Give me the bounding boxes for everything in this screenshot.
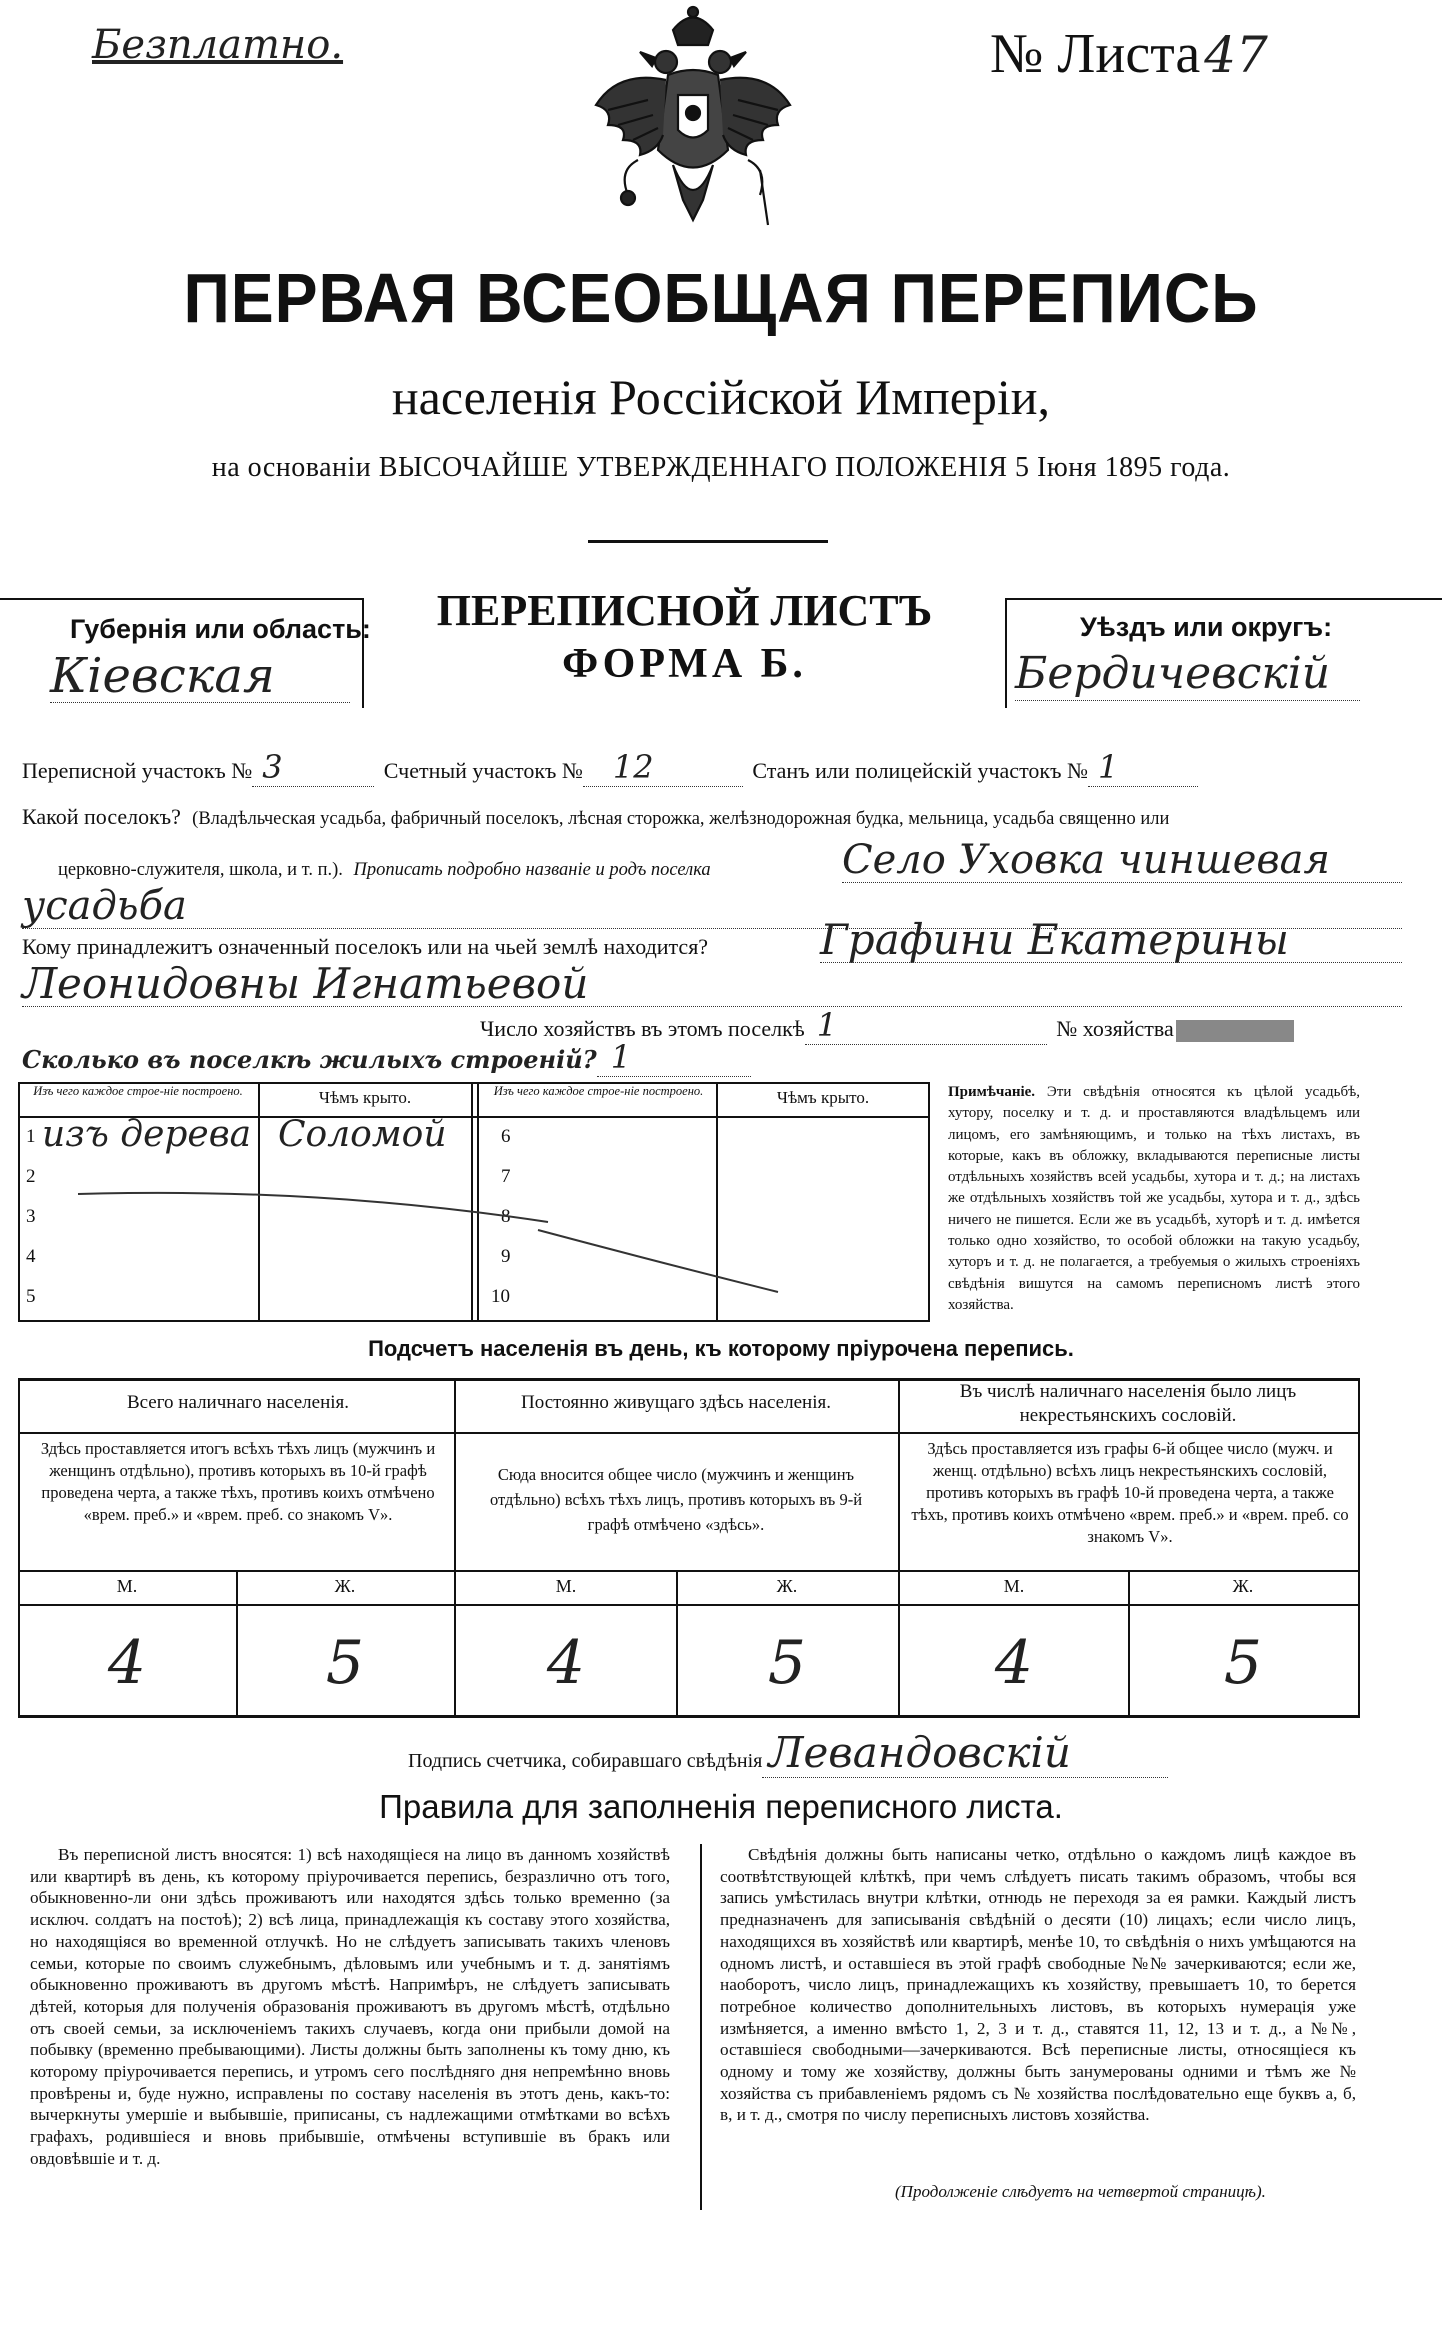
note-title: Примѣчаніе. xyxy=(948,1084,1036,1100)
frame-line xyxy=(0,598,362,600)
district-value: Бердичевскій xyxy=(1015,650,1360,701)
m-label: М. xyxy=(555,1576,577,1596)
census-area-row xyxy=(22,748,1198,787)
form-label: ФОРМА Б. xyxy=(562,641,807,687)
signature-value: Левандовскій xyxy=(762,1728,1168,1778)
tally-value-m2: 4 xyxy=(546,1628,586,1698)
row1-material: изъ дерева xyxy=(42,1114,252,1155)
f-label: Ж. xyxy=(776,1576,798,1596)
row-number: 3 xyxy=(26,1206,36,1227)
owner-value-1: Графини Екатерины xyxy=(820,918,1402,963)
m-label: М. xyxy=(116,1576,138,1596)
settlement-hint-2: церковно-служителя, школа, и т. п.). xyxy=(58,860,343,880)
count-area-label: Счетный участокъ № xyxy=(383,758,583,783)
col-roof-header-b: Чѣмъ крыто. xyxy=(776,1088,870,1107)
col1-text: Здѣсь проставляется итогъ всѣхъ тѣхъ лицъ (мужчинъ и женщинъ отдѣльно), противъ которыхъ въ 10-й графѣ проведена черта, а также тѣхъ, противъ коихъ отмѣчено «врем. преб.» и «врем. преб. со знакомъ V». xyxy=(40,1439,436,1524)
count-area-value: 12 xyxy=(583,748,743,787)
sheet-number-label xyxy=(990,22,1268,86)
col-material-header-b: Изъ чего каждое строе-ніе построено. xyxy=(493,1084,704,1098)
signature-label: Подпись счетчика, собиравшаго свѣдѣнія xyxy=(408,1750,763,1772)
frame-line xyxy=(1005,598,1442,600)
settlement-hint-1: (Владѣльческая усадьба, фабричный поселокъ, лѣсная сторожка, желѣзнодорожная будка, мельница, усадьба священно или xyxy=(192,809,1170,829)
form-title: ПЕРЕПИСНОЙ ЛИСТЪ xyxy=(436,586,933,635)
sheet-number: 47 xyxy=(1204,26,1268,84)
settlement-label: Какой поселокъ? xyxy=(22,804,181,829)
rules-continued: (Продолженіе слѣдуетъ на четвертой страницѣ). xyxy=(895,2182,1266,2201)
settlement-value-2: усадьба xyxy=(22,884,1402,929)
rules-divider xyxy=(700,1844,702,2210)
settlement-value-1: Село Уховка чиншевая xyxy=(842,838,1402,883)
tally-value-m3: 4 xyxy=(994,1628,1034,1698)
tally-value-f1: 5 xyxy=(325,1628,365,1698)
row-number: 9 xyxy=(501,1246,511,1267)
buildings-label: Сколько въ поселкѣ жилыхъ строеній? xyxy=(22,1045,597,1074)
buildings-table xyxy=(18,1082,930,1322)
strike-lines xyxy=(18,1082,930,1322)
note-text: Эти свѣдѣнія относятся къ цѣлой усадьбѣ, хутору, поселку и т. д. и проставляются владѣльцемъ или лицомъ, его замѣняющимъ, и только на тѣхъ листахъ, въ которые, какъ въ обложку, вкладываются переписные листы отдѣльныхъ хозяйствъ всей усадьбы, хутора и т. д.; на листахъ же отдѣльныхъ хозяйствъ той же усадьбы, хутора и т. д., здѣсь ничего не пишется. Если же въ усадьбѣ, хуторѣ и т. д. имѣется только одно хозяйство, то особой обложки на такую усадьбу, хуторъ и т. д. не полагается, а требуемыя о жилыхъ строеніяхъ свѣдѣнія вишутся на самомъ переписномъ листѣ этого хозяйства. xyxy=(948,1084,1361,1313)
province-label: Губернія или область: xyxy=(70,614,371,644)
col2-title: Постоянно живущаго здѣсь населенія. xyxy=(521,1392,831,1413)
row-number: 5 xyxy=(26,1286,36,1307)
settlement-row xyxy=(22,804,1169,830)
stan-value: 1 xyxy=(1088,748,1198,787)
census-area-value: 3 xyxy=(252,748,374,787)
col2-text: Сюда вносится общее число (мужчинъ и женщинъ отдѣльно) всѣхъ тѣхъ лицъ, противъ которыхъ въ 9-й графѣ отмѣчено «здѣсь». xyxy=(489,1465,863,1534)
province-value: Кіевская xyxy=(50,652,350,703)
page-subtitle: населенія Россійской Имперіи, xyxy=(391,369,1051,425)
buildings-row xyxy=(22,1038,751,1077)
signature-row xyxy=(408,1728,1168,1778)
row-number: 1 xyxy=(26,1126,36,1147)
f-label: Ж. xyxy=(1232,1576,1254,1596)
row-number: 4 xyxy=(26,1246,36,1267)
census-area-label: Переписной участокъ № xyxy=(22,758,253,783)
row-number: 6 xyxy=(501,1126,511,1147)
settlement-instruction: Прописать подробно названіе и родъ поселка xyxy=(353,860,711,880)
divider xyxy=(588,540,828,543)
row-number: 7 xyxy=(501,1166,511,1187)
district-label: Уѣздъ или округъ: xyxy=(1080,612,1333,642)
row-number: 10 xyxy=(491,1286,510,1307)
coat-of-arms-icon xyxy=(578,0,808,250)
col1-title: Всего наличнаго населенія. xyxy=(126,1392,350,1413)
household-no-label: № хозяйства xyxy=(1056,1016,1174,1041)
page-title: ПЕРВАЯ ВСЕОБЩАЯ ПЕРЕПИСЬ xyxy=(183,259,1259,337)
tally-table xyxy=(18,1378,1360,1718)
households-value: 1 xyxy=(805,1006,1047,1045)
tally-value-f3: 5 xyxy=(1223,1628,1263,1698)
free-label: Безплатно. xyxy=(92,22,344,68)
row-number: 2 xyxy=(26,1166,36,1187)
note xyxy=(948,1082,1360,1316)
m-label: М. xyxy=(1003,1576,1025,1596)
tally-value-f2: 5 xyxy=(767,1628,807,1698)
col3-title: Въ числѣ наличнаго населенія было лицъ некрестьянскихъ сословій. xyxy=(959,1381,1297,1426)
row-number: 8 xyxy=(501,1206,511,1227)
row1-roof: Соломой xyxy=(278,1114,447,1155)
rules-title: Правила для заполненія переписного листа. xyxy=(379,1788,1063,1825)
buildings-value: 1 xyxy=(597,1038,751,1077)
legal-basis: на основаніи ВЫСОЧАЙШЕ УТВЕРЖДЕННАГО ПОЛОЖЕНІЯ 5 Іюня 1895 года. xyxy=(211,452,1231,483)
household-no-value xyxy=(1176,1020,1294,1042)
col-material-header: Изъ чего каждое строе-ніе построено. xyxy=(33,1084,243,1098)
col3-text: Здѣсь проставляется изъ графы 6-й общее число (мужч. и женщ. отдѣльно) всѣхъ лицъ некрестьянскихъ сословій, противъ которыхъ въ графѣ 10-й проведена черта, а также тѣхъ, противъ коихъ отмѣчено «врем. преб.» и «врем. преб. со знакомъ V». xyxy=(911,1439,1349,1546)
settlement-row-2 xyxy=(58,860,711,881)
stan-label: Станъ или полицейскій участокъ № xyxy=(752,758,1088,783)
col-roof-header: Чѣмъ крыто. xyxy=(318,1088,412,1107)
f-label: Ж. xyxy=(334,1576,356,1596)
tally-value-m1: 4 xyxy=(107,1628,147,1698)
owner-value-2: Леонидовны Игнатьевой xyxy=(22,962,1402,1007)
tally-heading: Подсчетъ населенія въ день, къ которому пріурочена перепись. xyxy=(368,1336,1074,1361)
sheet-label: № Листа xyxy=(990,23,1201,85)
households-label: Число хозяйствъ въ этомъ поселкѣ xyxy=(480,1016,805,1041)
owner-label: Кому принадлежитъ означенный поселокъ или на чьей землѣ находится? xyxy=(22,934,709,959)
rules-left: Въ переписной листъ вносятся: 1) всѣ находящіеся на лицо въ данномъ хозяйствѣ или квартирѣ въ день, къ которому пріурочивается перепись, безразлично отъ того, обыкновенно-ли они здѣсь проживаютъ или находятся здѣсь только временно (за исключ. солдатъ на постоѣ); 2) всѣ лица, принадлежащія къ составу этого хозяйства, но находящіяся во временной отлучкѣ. Но не слѣдуетъ записывать такихъ членовъ семьи, которые по своимъ служебнымъ, дѣловымъ или учебнымъ и т. д. занятіямъ обыкновенно проживаютъ въ другомъ мѣстѣ. Напримѣръ, не слѣдуетъ записывать дѣтей, которыя для полученія образованія проживаютъ въ другомъ мѣстѣ, отдѣльно отъ своей семьи, за исключеніемъ такихъ случаевъ, когда они прибыли домой на побывку (временно пребывающими). Листы должны быть заполнены къ тому дню, къ которому пріурочивается перепись, и утромъ сего послѣдняго дня непремѣнно вновь провѣрены и, буде нужно, исправлены по составу населенія въ этотъ день, какъ-то: вычеркнуты умершіе и выбывшіе, приписаны, съ надлежащими отмѣтками во всѣхъ графахъ, родившіеся и вновь прибывшіе, отмѣчены вступившіе въ бракъ или овдовѣвшіе и т. д. xyxy=(30,1845,670,2168)
rules-right: Свѣдѣнія должны быть написаны четко, отдѣльно о каждомъ лицѣ каждое въ соотвѣтствующей клѣткѣ, при чемъ слѣдуетъ писать такимъ образомъ, чтобы вся запись умѣстилась внутри клѣтки, отнюдь не переходя за ея рамки. Каждый листъ предназначенъ для записыванія свѣдѣній о десяти (10) лицахъ; если число лицъ, находящихся въ хозяйствѣ или квартирѣ, менѣе 10, то свѣдѣнія о нихъ умѣщаются на одномъ листѣ, и оставшіеся въ этой графѣ свободные №№ зачеркиваются; если же, наоборотъ, число лицъ, принадлежащихъ къ хозяйству, превышаетъ 10, то берется потребное количество дополнительныхъ листовъ, въ которыхъ нумерація уже измѣняется, а именно вмѣсто 1, 2, 3 и т. д., ставятся 11, 12, 13 и т. д., а №№, оставшіеся свободными—зачеркиваются. Всѣ переписные листы, относящіеся къ одному и тому же хозяйству, должны быть занумерованы одними и тѣмъ же № хозяйства съ прибавленіемъ рядомъ съ № хозяйства послѣдовательно еще буквъ а, б, в, и т. д., смотря по числу переписныхъ листовъ хозяйства. xyxy=(720,1845,1356,2125)
